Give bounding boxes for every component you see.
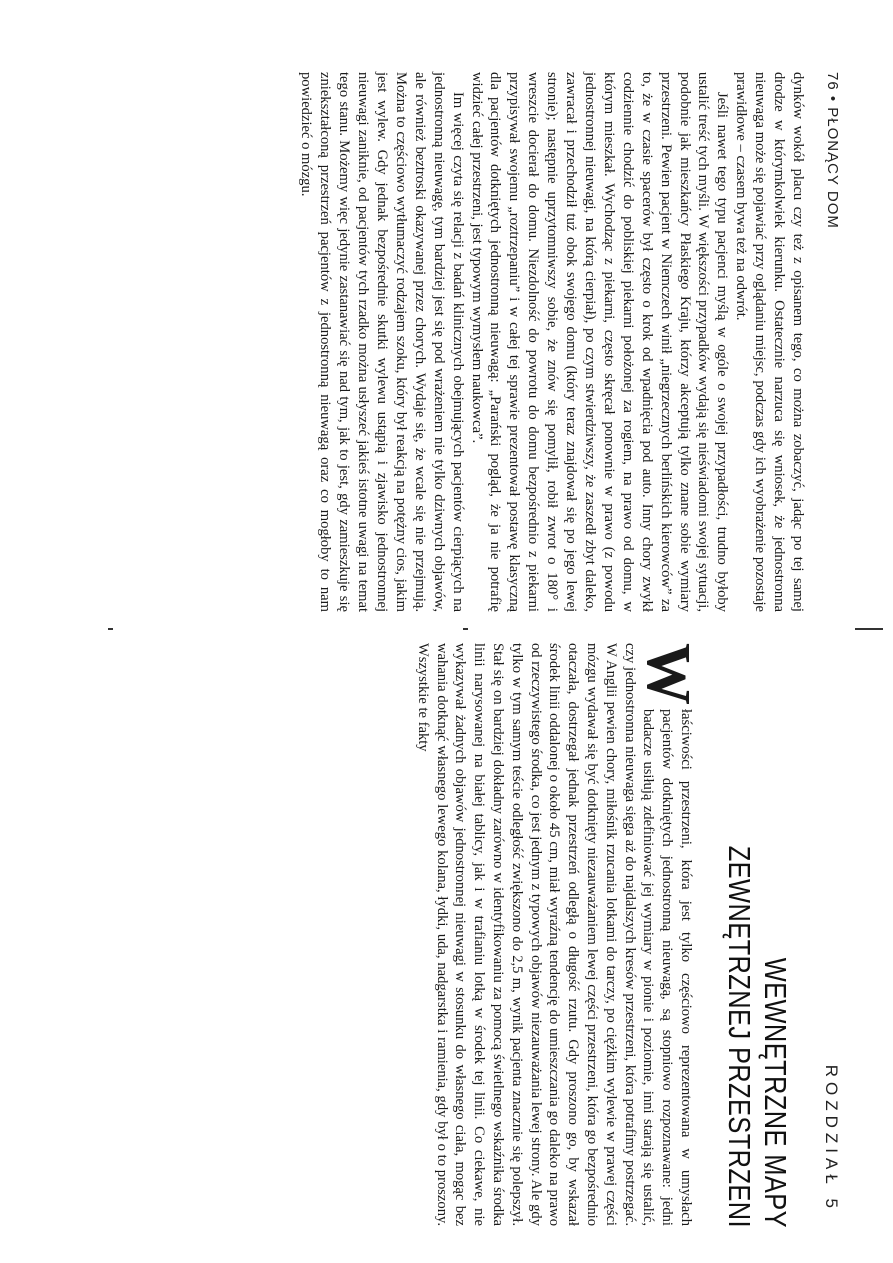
gutter (0, 626, 893, 632)
paragraph: łaściwości przestrzeni, która jest tylko częściowo reprezentowana w umysłach pacjentów dotkniętych jednostronną nieuwagą, są stopniowo rozpoznawane: jedni badacze usiłują zdefiniować jej wymiary w pionie i poziomie, inni starają się ustalić, czy jednostronna nieuwaga sięga aż do najdalszych kresów przestrzeni, która potrafimy postrzegać. W Anglii pewien chory, miłośnik rzucania lotkami do tarczy, po ciężkim wylewie w prawej części mózgu wydawał się być dotknięty niezauważaniem lewej części przestrzeni, która go bezpośrednio otaczała, dostrzegał jednak przestrzeń odległą o długość rzutu. Gdy proszono go, by wskazał środek linii oddalonej o około 45 cm, miał wyraźną tendencję do umieszczania go daleko na prawo od rzeczywistego środka, co jest jednym z typowych objawów niezauważania lewej strony. Ale gdy tylko w tym samym teście odległość zwiększono do 2,5 m, wynik pacjenta znacznie się polepszył. Stał się on bardziej dokładny zarówno w identyfikowaniu za pomocą świetlnego wskaźnika środka linii narysowanej na białej tablicy, jak i w trafianiu lotką w środek tej linii. Co ciekawe, nie wykazywał żadnych objawów jednostronnej nieuwagi w stosunku do własnego ciała, mogąc bez wahania dotknąć własnego lewego kolana, łydki, uda, nadgarstka i ramienia, gdy był o to proszony. Wszystkie te fakty (414, 643, 694, 1226)
scan-speck (855, 628, 883, 630)
paragraph: Jeśli nawet tego typu pacjenci myślą w ogóle o swojej przypadłości, trudno byłoby ustalić treść tych myśli. W większości przypadków wydają się nieświadomi swojej sytuacji, podobnie jak mieszkańcy Płaskiego Kraju, którzy akceptują tylko znane sobie wymiary przestrzeni. Pewien pacjent w Niemczech winił „niegrzecznych berlińskich kierowców” za to, że w czasie spacerów był często o krok od wpadnięcia pod auto. Inny chory zwykł codziennie chodzić do pobliskiej piekarni położonej za rogiem, na prawo od domu, w którym mieszkał. Wychodząc z piekarni, często skręcał ponownie w prawo (z powodu jednostronnej nieuwagi, na którą cierpiał), po czym stwierdziwszy, że zaszedł zbyt daleko, zawracał i przechodził tuż obok swojego domu (który teraz znajdował się po jego lewej stronie); następnie uprzytomniwszy sobie, że znów się pomylił, robił zwrot o 180° i wreszcie docierał do domu. Niezdolność do powrotu do domu bezpośrednio z piekarni przypisywał swojemu „roztrzepaniu” i w całej tej sprawie prezentował postawę klasyczną dla pacjentów dotkniętych jednostronną nieuwagą: „Parański pogląd, że ja nie potrafię widzieć całej przestrzeni, jest typowym wymysłem naukowca”. (468, 72, 731, 612)
chapter-title (721, 765, 793, 1228)
running-title: PŁONĄCY DOM (824, 107, 841, 229)
scan-speck (463, 628, 468, 630)
left-page (0, 0, 893, 630)
bullet-separator: • (824, 95, 841, 103)
left-page-body (297, 72, 807, 612)
running-head (824, 72, 841, 229)
right-page-body (413, 643, 702, 1226)
page-number: 76 (824, 72, 841, 91)
right-page (0, 633, 893, 1263)
paragraph: Im więcej czyta się relacji z badań klinicznych obejmujących pacjentów cierpiących na jednostronną nieuwagę, tym bardziej jest się pod wrażeniem nie tylko dziwnych objawów, ale również beztroski okazywanej przez chorych. Wydaje się, że wcale się nie przejmują. Można to częściowo wytłumaczyć rodzajem szoku, który był reakcją na potężny cios, jakim jest wylew. Gdy jednak bezpośrednie skutki wylewu ustąpią i zjawisko jednostronnej nieuwagi zaniknie, od pacjentów tych rzadko można usłyszeć jakieś istotne uwagi na temat tego stanu. Możemy więc jedynie zastanawiać się nad tym, jak to jest, gdy zamieszkuje się zniekształconą przestrzeń pacjentów z jednostronną nieuwagą oraz co mogłoby to nam powiedzieć o mózgu. (298, 72, 466, 612)
drop-cap: W (634, 643, 702, 705)
chapter-title-line: ZEWNĘTRZNEJ PRZESTRZENI (722, 845, 757, 1228)
chapter-title-line: WEWNĘTRZNE MAPY (758, 957, 793, 1228)
scan-speck (108, 628, 113, 630)
paragraph: dynków wokół placu czy też z opisanem tego, co można zobaczyć, jadąc po tej samej drodze w którymkolwiek kierunku. Ostatecznie narzuca się wniosek, że jednostronna nieuwaga może się pojawiać przy oglądaniu miejsc, podczas gdy ich wyobrażenie pozostaje prawidłowe – czasem bywa też na odwrót. (733, 72, 806, 612)
chapter-label: ROZDZIAŁ 5 (822, 1064, 841, 1213)
